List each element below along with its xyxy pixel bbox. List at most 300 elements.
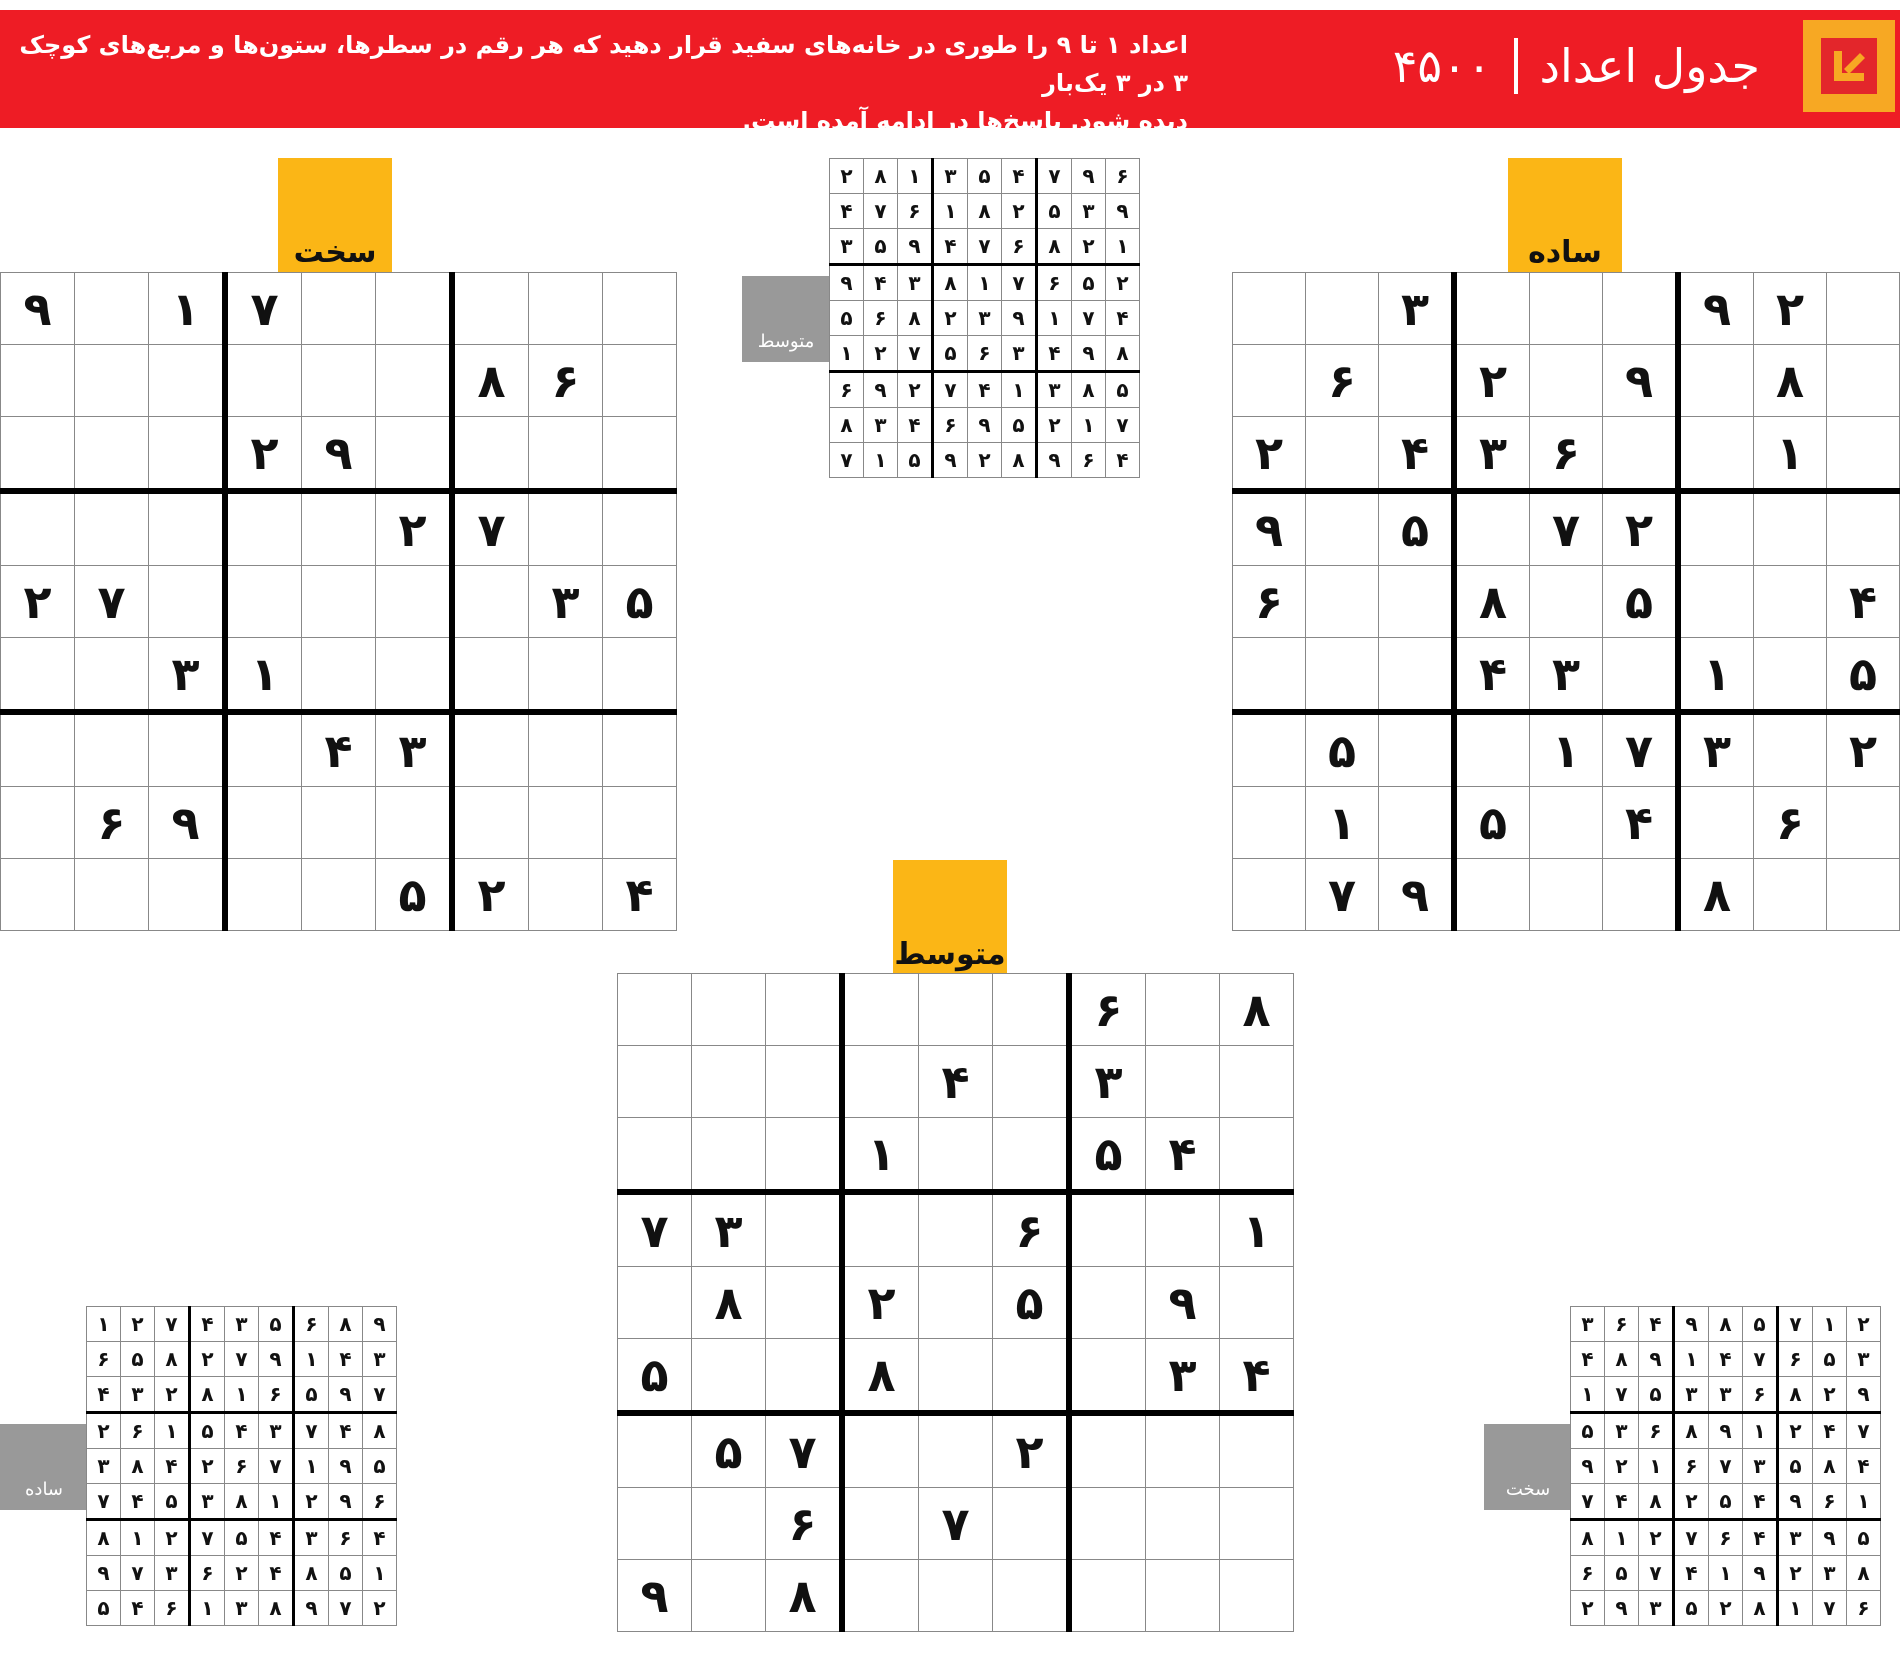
- sudoku-cell[interactable]: [603, 638, 677, 713]
- sudoku-cell[interactable]: [1220, 1267, 1294, 1339]
- sudoku-cell: ۷: [1778, 1307, 1813, 1342]
- sudoku-cell: ۳: [376, 712, 453, 787]
- sudoku-cell: ۱: [1106, 229, 1140, 265]
- sudoku-cell: ۷: [1743, 1342, 1778, 1377]
- sudoku-cell[interactable]: [1379, 345, 1455, 417]
- grid-row: [618, 1267, 1294, 1339]
- grid-row: [1571, 1307, 1881, 1342]
- sudoku-cell[interactable]: [529, 417, 603, 492]
- sudoku-cell[interactable]: [1754, 638, 1827, 713]
- sudoku-cell[interactable]: [1146, 1192, 1220, 1267]
- sudoku-cell[interactable]: [1069, 1192, 1146, 1267]
- sudoku-cell[interactable]: [75, 859, 149, 931]
- sudoku-cell[interactable]: [1827, 417, 1900, 492]
- sudoku-cell[interactable]: [452, 566, 529, 638]
- sudoku-cell: ۴: [1454, 638, 1530, 713]
- sudoku-cell: ۸: [1743, 1591, 1778, 1626]
- sudoku-cell[interactable]: [919, 1413, 993, 1488]
- sudoku-cell[interactable]: [1, 345, 75, 417]
- sudoku-cell[interactable]: [1754, 859, 1827, 931]
- sudoku-cell: ۷: [1847, 1413, 1881, 1449]
- sudoku-cell[interactable]: [529, 859, 603, 931]
- sudoku-cell[interactable]: [1678, 566, 1754, 638]
- grid-row: [1571, 1484, 1881, 1520]
- sudoku-cell[interactable]: [452, 787, 529, 859]
- sudoku-cell[interactable]: [1754, 566, 1827, 638]
- sudoku-cell: ۳: [898, 265, 933, 301]
- sudoku-cell[interactable]: [1530, 345, 1603, 417]
- sudoku-cell[interactable]: [842, 1560, 919, 1632]
- sudoku-cell: ۳: [1639, 1591, 1674, 1626]
- issue-number: ۴۵۰۰: [1392, 39, 1492, 93]
- sudoku-cell[interactable]: [452, 638, 529, 713]
- sudoku-cell[interactable]: [1530, 787, 1603, 859]
- sudoku-cell[interactable]: [1069, 1413, 1146, 1488]
- sudoku-cell[interactable]: [1233, 345, 1306, 417]
- sudoku-cell[interactable]: [766, 1339, 843, 1414]
- sudoku-cell[interactable]: [1306, 273, 1379, 345]
- sudoku-cell[interactable]: [766, 974, 843, 1046]
- sudoku-cell: ۷: [75, 566, 149, 638]
- sudoku-cell: ۷: [190, 1520, 225, 1556]
- sudoku-cell: ۵: [1106, 372, 1140, 408]
- sudoku-cell: ۴: [1827, 566, 1900, 638]
- sudoku-cell[interactable]: [692, 1118, 766, 1193]
- grid-row: [830, 372, 1140, 408]
- grid-row: [1, 638, 677, 713]
- sudoku-cell[interactable]: [1, 787, 75, 859]
- sudoku-cell[interactable]: [1454, 712, 1530, 787]
- sudoku-cell[interactable]: [1, 712, 75, 787]
- sudoku-cell: ۷: [968, 229, 1002, 265]
- sudoku-cell[interactable]: [1146, 1560, 1220, 1632]
- sudoku-cell[interactable]: [225, 566, 302, 638]
- grid-row: [830, 265, 1140, 301]
- sudoku-cell[interactable]: [1379, 712, 1455, 787]
- sudoku-cell: ۸: [1674, 1413, 1709, 1449]
- sudoku-cell[interactable]: [1146, 1413, 1220, 1488]
- sudoku-cell[interactable]: [1233, 787, 1306, 859]
- sudoku-cell: ۱: [1778, 1591, 1813, 1626]
- sudoku-cell: ۸: [842, 1339, 919, 1414]
- sudoku-cell: ۹: [1072, 336, 1106, 372]
- sudoku-cell: ۸: [452, 345, 529, 417]
- sudoku-cell[interactable]: [1603, 859, 1679, 931]
- sudoku-cell[interactable]: [1530, 859, 1603, 931]
- easy-answer-grid: [86, 1306, 397, 1626]
- sudoku-cell: ۵: [259, 1307, 294, 1342]
- sudoku-cell[interactable]: [149, 859, 226, 931]
- sudoku-cell[interactable]: [603, 787, 677, 859]
- sudoku-cell: ۳: [225, 1307, 259, 1342]
- sudoku-cell[interactable]: [618, 1118, 692, 1193]
- sudoku-cell[interactable]: [692, 1339, 766, 1414]
- sudoku-cell: ۱: [363, 1556, 397, 1591]
- sudoku-cell[interactable]: [842, 1488, 919, 1560]
- sudoku-cell: ۳: [1743, 1449, 1778, 1484]
- sudoku-cell[interactable]: [1603, 638, 1679, 713]
- easy-level-tab: [1508, 158, 1622, 272]
- grid-row: [1233, 491, 1900, 566]
- sudoku-cell[interactable]: [1, 417, 75, 492]
- sudoku-cell[interactable]: [1678, 787, 1754, 859]
- sudoku-cell[interactable]: [1233, 638, 1306, 713]
- sudoku-cell: ۷: [1603, 712, 1679, 787]
- sudoku-cell[interactable]: [376, 638, 453, 713]
- grid-row: [1571, 1413, 1881, 1449]
- sudoku-cell: ۲: [933, 301, 968, 336]
- sudoku-cell[interactable]: [842, 1046, 919, 1118]
- sudoku-cell: ۱: [1639, 1449, 1674, 1484]
- grid-row: [1233, 417, 1900, 492]
- grid-row: [830, 229, 1140, 265]
- sudoku-cell[interactable]: [919, 1118, 993, 1193]
- sudoku-cell: ۵: [1778, 1449, 1813, 1484]
- sudoku-cell[interactable]: [529, 712, 603, 787]
- sudoku-cell[interactable]: [618, 974, 692, 1046]
- sudoku-cell[interactable]: [618, 1413, 692, 1488]
- sudoku-cell[interactable]: [766, 1046, 843, 1118]
- sudoku-cell: ۵: [1072, 265, 1106, 301]
- grid-row: [1, 345, 677, 417]
- sudoku-cell[interactable]: [75, 491, 149, 566]
- sudoku-cell[interactable]: [302, 566, 376, 638]
- sudoku-cell[interactable]: [1827, 859, 1900, 931]
- sudoku-cell: ۳: [1146, 1339, 1220, 1414]
- sudoku-cell: ۹: [1813, 1520, 1847, 1556]
- sudoku-cell: ۹: [1233, 491, 1306, 566]
- sudoku-cell[interactable]: [692, 1046, 766, 1118]
- easy-answer-label: ساده: [25, 1479, 64, 1500]
- sudoku-cell[interactable]: [376, 417, 453, 492]
- sudoku-cell[interactable]: [302, 787, 376, 859]
- sudoku-cell[interactable]: [1, 491, 75, 566]
- sudoku-cell: ۱: [1306, 787, 1379, 859]
- sudoku-cell[interactable]: [376, 787, 453, 859]
- sudoku-cell[interactable]: [149, 566, 226, 638]
- sudoku-cell[interactable]: [75, 417, 149, 492]
- sudoku-cell: ۶: [1233, 566, 1306, 638]
- sudoku-cell[interactable]: [529, 638, 603, 713]
- sudoku-cell[interactable]: [1069, 1488, 1146, 1560]
- sudoku-cell: ۷: [1571, 1484, 1605, 1520]
- sudoku-cell: ۴: [1709, 1342, 1743, 1377]
- sudoku-cell: ۱: [190, 1591, 225, 1626]
- sudoku-cell[interactable]: [993, 1046, 1070, 1118]
- sudoku-cell[interactable]: [993, 1488, 1070, 1560]
- sudoku-cell[interactable]: [993, 1339, 1070, 1414]
- sudoku-cell[interactable]: [302, 859, 376, 931]
- sudoku-cell[interactable]: [1827, 273, 1900, 345]
- sudoku-cell: ۱: [933, 194, 968, 229]
- sudoku-cell: ۸: [1605, 1342, 1639, 1377]
- sudoku-cell[interactable]: [766, 1192, 843, 1267]
- sudoku-cell: ۳: [1813, 1556, 1847, 1591]
- sudoku-cell[interactable]: [1220, 1046, 1294, 1118]
- sudoku-cell[interactable]: [919, 1267, 993, 1339]
- sudoku-cell: ۴: [1002, 159, 1037, 194]
- sudoku-cell[interactable]: [1146, 1046, 1220, 1118]
- sudoku-cell[interactable]: [1603, 417, 1679, 492]
- sudoku-cell: ۹: [1072, 159, 1106, 194]
- sudoku-cell[interactable]: [1069, 1267, 1146, 1339]
- sudoku-cell[interactable]: [618, 1046, 692, 1118]
- sudoku-cell: ۳: [1037, 372, 1072, 408]
- sudoku-cell: ۹: [1, 273, 75, 345]
- sudoku-cell[interactable]: [1827, 345, 1900, 417]
- sudoku-cell: ۳: [1674, 1377, 1709, 1413]
- sudoku-cell[interactable]: [692, 974, 766, 1046]
- sudoku-cell[interactable]: [452, 712, 529, 787]
- sudoku-cell[interactable]: [529, 491, 603, 566]
- sudoku-cell[interactable]: [1220, 1560, 1294, 1632]
- sudoku-cell: ۱: [121, 1520, 155, 1556]
- sudoku-cell[interactable]: [1379, 787, 1455, 859]
- sudoku-cell[interactable]: [225, 712, 302, 787]
- sudoku-cell: ۱: [1530, 712, 1603, 787]
- sudoku-cell[interactable]: [1306, 638, 1379, 713]
- sudoku-cell[interactable]: [692, 1560, 766, 1632]
- sudoku-cell[interactable]: [993, 1118, 1070, 1193]
- sudoku-cell: ۶: [1037, 265, 1072, 301]
- sudoku-cell[interactable]: [149, 491, 226, 566]
- sudoku-cell: ۱: [1743, 1413, 1778, 1449]
- sudoku-cell: ۱: [87, 1307, 121, 1342]
- sudoku-cell: ۸: [294, 1556, 329, 1591]
- sudoku-cell[interactable]: [149, 417, 226, 492]
- sudoku-cell[interactable]: [1220, 1413, 1294, 1488]
- sudoku-cell: ۶: [1743, 1377, 1778, 1413]
- grid-row: [1233, 566, 1900, 638]
- sudoku-cell[interactable]: [452, 417, 529, 492]
- sudoku-cell: ۹: [1605, 1591, 1639, 1626]
- sudoku-cell: ۶: [1530, 417, 1603, 492]
- sudoku-cell[interactable]: [75, 273, 149, 345]
- sudoku-cell: ۸: [1754, 345, 1827, 417]
- sudoku-cell: ۵: [1813, 1342, 1847, 1377]
- sudoku-cell[interactable]: [1233, 273, 1306, 345]
- sudoku-cell: ۹: [363, 1307, 397, 1342]
- sudoku-cell[interactable]: [225, 345, 302, 417]
- sudoku-cell: ۷: [225, 1342, 259, 1377]
- sudoku-cell: ۶: [87, 1342, 121, 1377]
- sudoku-cell: ۵: [1306, 712, 1379, 787]
- sudoku-cell[interactable]: [1454, 859, 1530, 931]
- sudoku-cell[interactable]: [75, 712, 149, 787]
- grid-row: [87, 1449, 397, 1484]
- sudoku-cell: ۷: [294, 1413, 329, 1449]
- sudoku-cell[interactable]: [919, 1339, 993, 1414]
- sudoku-cell: ۷: [1072, 301, 1106, 336]
- sudoku-cell: ۸: [1678, 859, 1754, 931]
- grid-row: [1, 859, 677, 931]
- sudoku-cell[interactable]: [919, 974, 993, 1046]
- grid-row: [830, 159, 1140, 194]
- sudoku-cell[interactable]: [1754, 712, 1827, 787]
- sudoku-cell: ۴: [121, 1484, 155, 1520]
- sudoku-cell[interactable]: [692, 1488, 766, 1560]
- sudoku-cell: ۸: [329, 1307, 363, 1342]
- sudoku-cell[interactable]: [376, 345, 453, 417]
- sudoku-cell: ۵: [225, 1520, 259, 1556]
- grid-row: [618, 1488, 1294, 1560]
- sudoku-cell[interactable]: [1220, 1488, 1294, 1560]
- sudoku-cell: ۷: [1002, 265, 1037, 301]
- sudoku-cell: ۷: [259, 1449, 294, 1484]
- sudoku-cell[interactable]: [225, 787, 302, 859]
- sudoku-cell: ۹: [87, 1556, 121, 1591]
- sudoku-cell[interactable]: [603, 345, 677, 417]
- grid-row: [1, 787, 677, 859]
- sudoku-cell[interactable]: [302, 273, 376, 345]
- sudoku-cell[interactable]: [302, 638, 376, 713]
- sudoku-cell[interactable]: [1379, 566, 1455, 638]
- sudoku-cell: ۳: [830, 229, 864, 265]
- sudoku-cell: ۱: [968, 265, 1002, 301]
- sudoku-cell: ۹: [933, 443, 968, 478]
- sudoku-cell: ۲: [225, 417, 302, 492]
- sudoku-cell[interactable]: [993, 974, 1070, 1046]
- sudoku-cell[interactable]: [766, 1267, 843, 1339]
- sudoku-cell[interactable]: [225, 859, 302, 931]
- sudoku-cell[interactable]: [603, 491, 677, 566]
- sudoku-cell[interactable]: [376, 566, 453, 638]
- sudoku-cell: ۹: [259, 1342, 294, 1377]
- sudoku-cell[interactable]: [1827, 787, 1900, 859]
- sudoku-cell[interactable]: [1306, 566, 1379, 638]
- sudoku-cell[interactable]: [618, 1267, 692, 1339]
- sudoku-cell[interactable]: [993, 1560, 1070, 1632]
- sudoku-cell[interactable]: [302, 345, 376, 417]
- sudoku-cell: ۴: [190, 1307, 225, 1342]
- sudoku-cell[interactable]: [603, 273, 677, 345]
- grid-row: [87, 1307, 397, 1342]
- sudoku-cell[interactable]: [1678, 345, 1754, 417]
- sudoku-cell[interactable]: [75, 345, 149, 417]
- sudoku-cell: ۲: [1754, 273, 1827, 345]
- sudoku-cell: ۴: [1639, 1307, 1674, 1342]
- grid-row: [618, 1413, 1294, 1488]
- grid-row: [1, 417, 677, 492]
- sudoku-cell: ۳: [864, 408, 898, 443]
- sudoku-cell: ۶: [766, 1488, 843, 1560]
- sudoku-cell[interactable]: [919, 1192, 993, 1267]
- hard-level-tab: [278, 158, 392, 272]
- sudoku-cell: ۴: [898, 408, 933, 443]
- sudoku-cell[interactable]: [529, 273, 603, 345]
- sudoku-cell[interactable]: [1069, 1560, 1146, 1632]
- sudoku-cell: ۷: [225, 273, 302, 345]
- sudoku-cell: ۵: [121, 1342, 155, 1377]
- sudoku-cell: ۷: [933, 372, 968, 408]
- sudoku-cell[interactable]: [1220, 1118, 1294, 1193]
- sudoku-cell[interactable]: [1306, 491, 1379, 566]
- sudoku-cell: ۲: [1233, 417, 1306, 492]
- sudoku-cell[interactable]: [302, 491, 376, 566]
- sudoku-cell[interactable]: [1069, 1339, 1146, 1414]
- sudoku-cell: ۸: [1709, 1307, 1743, 1342]
- sudoku-cell: ۳: [1605, 1413, 1639, 1449]
- sudoku-cell[interactable]: [452, 273, 529, 345]
- sudoku-cell[interactable]: [1530, 566, 1603, 638]
- sudoku-cell[interactable]: [1678, 491, 1754, 566]
- sudoku-cell: ۳: [363, 1342, 397, 1377]
- sudoku-cell[interactable]: [376, 273, 453, 345]
- brand-logo: [1803, 20, 1895, 112]
- sudoku-cell: ۶: [1778, 1342, 1813, 1377]
- sudoku-cell[interactable]: [603, 417, 677, 492]
- sudoku-cell: ۴: [1106, 443, 1140, 478]
- sudoku-cell[interactable]: [149, 345, 226, 417]
- sudoku-cell[interactable]: [149, 712, 226, 787]
- sudoku-cell[interactable]: [1530, 273, 1603, 345]
- sudoku-cell: ۷: [1674, 1520, 1709, 1556]
- sudoku-cell[interactable]: [1146, 974, 1220, 1046]
- sudoku-cell[interactable]: [225, 491, 302, 566]
- sudoku-cell[interactable]: [1754, 491, 1827, 566]
- sudoku-cell[interactable]: [1827, 491, 1900, 566]
- sudoku-cell: ۱: [294, 1342, 329, 1377]
- sudoku-cell[interactable]: [1603, 273, 1679, 345]
- sudoku-cell[interactable]: [1, 638, 75, 713]
- sudoku-cell: ۲: [1571, 1591, 1605, 1626]
- grid-row: [1233, 273, 1900, 345]
- instructions-line-2: دیده شود. پاسخ‌ها در ادامه آمده است.: [742, 107, 1188, 135]
- sudoku-cell[interactable]: [842, 1192, 919, 1267]
- sudoku-cell: ۶: [75, 787, 149, 859]
- sudoku-cell: ۵: [1603, 566, 1679, 638]
- sudoku-cell: ۴: [919, 1046, 993, 1118]
- sudoku-cell[interactable]: [1233, 859, 1306, 931]
- grid-row: [87, 1591, 397, 1626]
- sudoku-cell: ۸: [1106, 336, 1140, 372]
- sudoku-cell: ۱: [1037, 301, 1072, 336]
- sudoku-cell: ۱: [1754, 417, 1827, 492]
- sudoku-cell: ۳: [1530, 638, 1603, 713]
- sudoku-cell: ۱: [225, 638, 302, 713]
- sudoku-cell[interactable]: [1678, 417, 1754, 492]
- sudoku-cell: ۷: [87, 1484, 121, 1520]
- sudoku-cell[interactable]: [529, 787, 603, 859]
- easy-answer-tag: [0, 1424, 88, 1510]
- sudoku-cell: ۷: [1639, 1556, 1674, 1591]
- sudoku-cell[interactable]: [842, 974, 919, 1046]
- sudoku-cell[interactable]: [766, 1118, 843, 1193]
- sudoku-cell[interactable]: [603, 712, 677, 787]
- sudoku-cell[interactable]: [919, 1560, 993, 1632]
- sudoku-cell[interactable]: [1, 859, 75, 931]
- sudoku-cell[interactable]: [1233, 712, 1306, 787]
- sudoku-cell[interactable]: [618, 1488, 692, 1560]
- sudoku-cell[interactable]: [75, 638, 149, 713]
- sudoku-cell: ۹: [1847, 1377, 1881, 1413]
- sudoku-cell[interactable]: [1454, 273, 1530, 345]
- sudoku-cell: ۹: [302, 417, 376, 492]
- sudoku-cell: ۵: [190, 1413, 225, 1449]
- sudoku-cell[interactable]: [1379, 638, 1455, 713]
- sudoku-cell[interactable]: [1306, 417, 1379, 492]
- sudoku-cell[interactable]: [842, 1413, 919, 1488]
- sudoku-cell: ۲: [1847, 1307, 1881, 1342]
- sudoku-cell: ۹: [1002, 301, 1037, 336]
- sudoku-cell: ۹: [1571, 1449, 1605, 1484]
- sudoku-cell: ۳: [87, 1449, 121, 1484]
- sudoku-cell: ۱: [149, 273, 226, 345]
- sudoku-cell: ۹: [1678, 273, 1754, 345]
- sudoku-cell[interactable]: [1454, 491, 1530, 566]
- sudoku-cell: ۲: [1106, 265, 1140, 301]
- sudoku-cell[interactable]: [1146, 1488, 1220, 1560]
